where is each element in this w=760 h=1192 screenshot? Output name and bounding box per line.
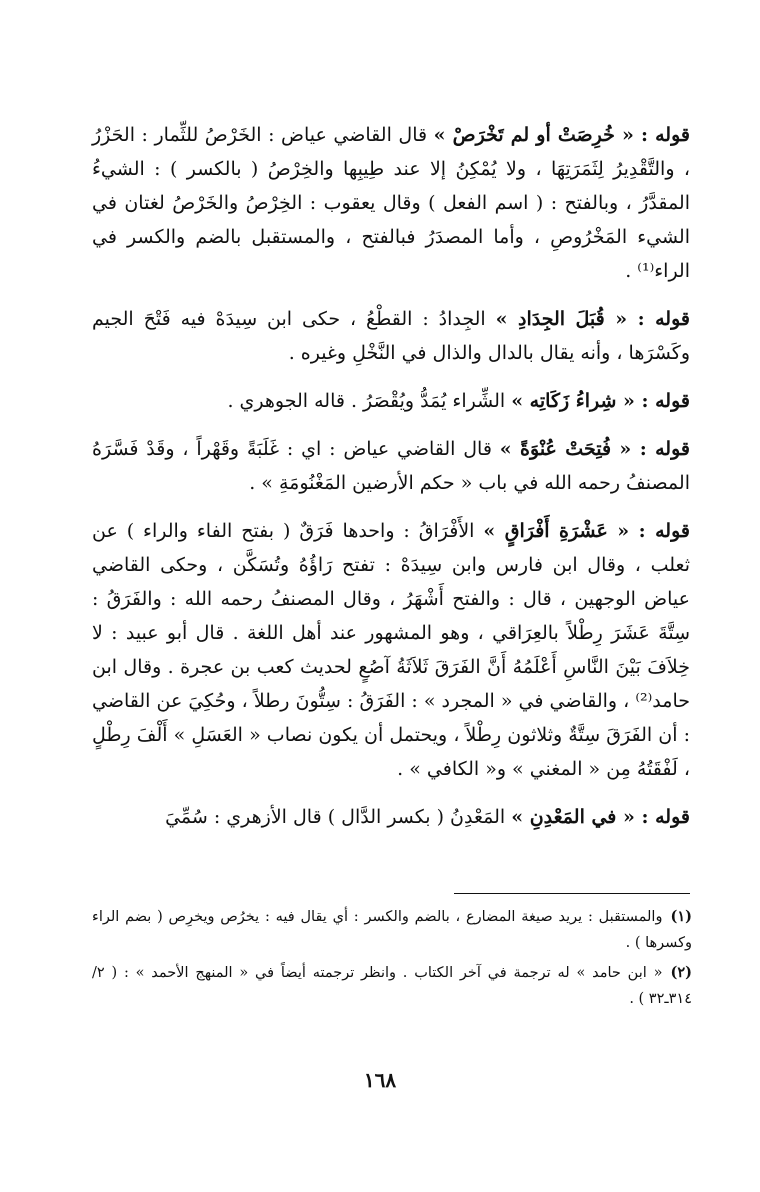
paragraph-lead: قوله : « عَشْرَةِ أَفْرَاقٍ » (483, 520, 690, 542)
paragraph-lead: قوله : « شِراءُ زَكَاتِه » (511, 390, 690, 412)
paragraph-jidad (92, 302, 690, 370)
footnotes (92, 904, 692, 1016)
page-number: ١٦٨ (363, 1068, 397, 1092)
footnote-number: (٢) (670, 964, 692, 981)
footnote (92, 960, 692, 1012)
paragraph-body: المَعْدِنُ ( بكسر الدَّال ) قال الأزهري : سُمِّيَ (165, 806, 512, 828)
paragraph-shira (92, 384, 690, 418)
paragraph-madin (92, 800, 690, 834)
footnote-text: « ابن حامد » له ترجمة في آخر الكتاب . وانظر ترجمته أيضاً في « المنهج الأحمد » : ( ٢/ ٣١٤ـ٣٢ ) . (92, 965, 692, 1007)
paragraph-lead: قوله : « فُتِحَتْ عُنْوَةً » (499, 438, 690, 460)
paragraph-lead: قوله : « خُرِصَتْ أو لم تَخْرَصْ » (433, 124, 690, 146)
footnote-number: (١) (670, 908, 692, 925)
paragraph-khars (92, 118, 690, 288)
paragraph-body: الجِدادُ : القطْعُ ، حكى ابن سِيدَهْ فيه فَتْحَ الجيم وكَسْرَها ، وأنه يقال بالدال والذال في النَّخْلِ وغيره . (92, 308, 690, 364)
paragraph-afraq (92, 514, 690, 786)
paragraph-body: قال القاضي عياض : الخَرْصُ للثِّمار : الحَزْرُ ، والتَّقْدِيرُ لِثَمَرَتِهَا ، ولا يُمْكِنُ إلا عند طِيبِها والخِرْصُ ( بالكسر ) : الشيءُ المقدَّرُ ، وبالفتح : ( اسم الفعل ) وقال يعقوب : الخِرْصُ والخَرْصُ لغتان في الشيء المَخْرُوصِ ، وأما المصدَرُ فبالفتح ، والمستقبل بالضم والكسر في الراء⁽¹⁾ . (92, 124, 690, 282)
main-text (92, 118, 690, 848)
footnote-text: والمستقبل : يريد صيغة المضارع ، بالضم والكسر : أي يقال فيه : يخرُص ويخرِص ( بضم الراء وكسرها ) . (92, 909, 692, 951)
paragraph-lead: قوله : « في المَعْدِنِ » (511, 806, 690, 828)
footnote-divider (454, 893, 690, 894)
paragraph-body: الشِّراء يُمَدُّ ويُقْصَرُ . قاله الجوهري . (227, 390, 512, 412)
paragraph-unwa (92, 432, 690, 500)
footnote (92, 904, 692, 956)
paragraph-lead: قوله : « قُبَلَ الجِدَادِ » (495, 308, 690, 330)
paragraph-body: الأَفْرَاقُ : واحدها فَرَقٌ ( بفتح الفاء والراء ) عن ثعلب ، وقال ابن فارس وابن سِيدَهْ : تفتح رَاؤُهُ وتُسَكَّن ، وحكى القاضي عياض الوجهين ، قال : والفتح أَشْهَرُ ، وقال المصنفُ رحمه الله : والفَرَقُ : سِتَّةَ عَشَرَ رِطْلاً بالعِرَاقي ، وهو المشهور عند أهل اللغة . قال أبو عبيد : لا خِلاَفَ بَيْنَ النَّاسِ أَعْلَمُهُ أَنَّ الفَرَقَ ثَلاَثَةُ آصُعٍ لحديث كعب بن عجرة . وقال ابن حامد⁽²⁾ ، والقاضي في « المجرد » : الفَرَقُ : سِتُّونَ رطلاً ، وحُكِيَ عن القاضي : أن الفَرَقَ سِتَّةٌ وثلاثون رِطْلاً ، ويحتمل أن يكون نصاب « العَسَلِ » أَلْفَ رِطْلٍ ، لَفْقَتُهُ مِن « المغني » و« الكافي » . (92, 520, 690, 780)
paragraph-body: قال القاضي عياض : اي : غَلَبَةً وقَهْراً ، وقَدْ فَسَّرَهُ المصنفُ رحمه الله في باب « حكم الأرضين المَغْنُومَةِ » . (92, 438, 690, 494)
